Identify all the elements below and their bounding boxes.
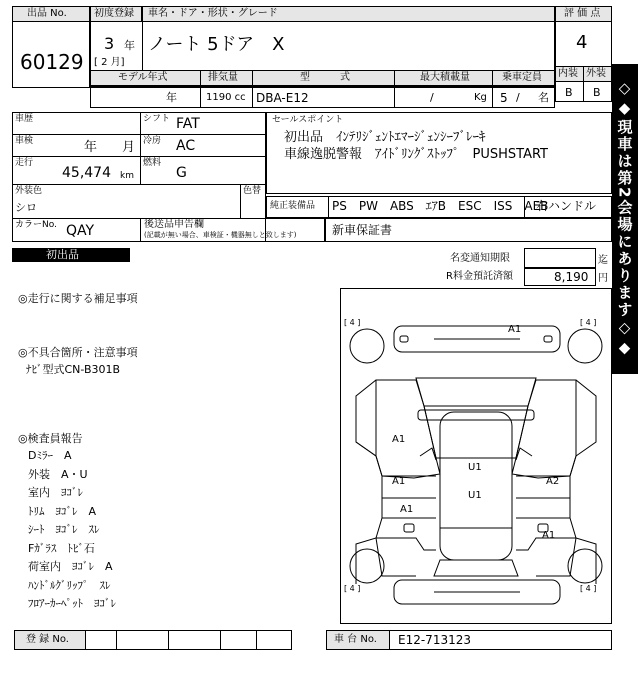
inspector-report-line: 荷室内 ﾖｺﾞﾚ A [28, 560, 113, 573]
ac-value: AC [176, 138, 196, 154]
max-load-label: 最大積載量 [420, 72, 470, 83]
first-reg-year: 3 [104, 34, 115, 53]
first-reg-month: [ 2 月] [94, 57, 125, 68]
recycle-value: 8,190 [554, 270, 589, 284]
mark-left-front-fender: A1 [392, 434, 406, 445]
capacity-value: 5 [500, 91, 508, 105]
inspector-title: ◎検査員報告 [18, 432, 83, 445]
mark-left-rear-door: A1 [400, 504, 414, 515]
mark-roof-rear: U1 [468, 490, 482, 501]
warranty: 新車保証書 [332, 223, 393, 237]
shift-label: シフト [143, 114, 171, 124]
inspector-report-line: ﾊﾝﾄﾞﾙｸﾞﾘｯﾌﾟ ｽﾚ [28, 578, 111, 592]
ac-label: 冷房 [143, 136, 162, 146]
inspector-report-line: ﾌﾛｱｰｶｰﾍﾟｯﾄ ﾖｺﾞﾚ [28, 597, 116, 610]
inspection-label: 車検 [15, 136, 34, 146]
steering-side: 右ハンドル [536, 199, 597, 213]
shift-value: FAT [176, 116, 200, 132]
name-change-box [524, 248, 596, 268]
exterior-label: 外装 [586, 68, 606, 79]
sales-points-line1: 初出品 ｲﾝﾃﾘｼﾞｪﾝﾄｴﾏｰｼﾞｪﾝｼｰﾌﾞﾚｰｷ [284, 130, 486, 145]
displacement-value: 1190 cc [206, 92, 246, 103]
score-label: 評 価 点 [564, 8, 601, 19]
fuel-value: G [176, 165, 187, 181]
max-load-unit: Kg [474, 92, 487, 103]
tire-tread-br: [ 4 ] [580, 584, 597, 593]
capacity-unit: 名 [538, 91, 549, 104]
score-value: 4 [576, 32, 588, 53]
inspector-report-line: 外装 A・U [28, 467, 88, 481]
lot-no-label: 出品 No. [27, 8, 67, 19]
inspector-report-line: ｼｰﾄ ﾖｺﾞﾚ ｽﾚ [28, 523, 100, 536]
capacity-label: 乗車定員 [502, 72, 542, 83]
post-doc-note: (記載が無い場合、車検証・機器無しと致します) [144, 231, 297, 239]
mileage-value: 45,474 [62, 165, 111, 181]
model-year-unit: 年 [166, 91, 177, 104]
first-listing-badge-text: 初出品 [46, 248, 79, 261]
inspector-report-line: ﾄﾘﾑ ﾖｺﾞﾚ A [28, 504, 97, 518]
mark-roof-front: U1 [468, 462, 482, 473]
fuel-label: 燃料 [143, 158, 162, 168]
sales-points-label: セールスポイント [272, 115, 344, 125]
interior-grade: B [565, 86, 573, 99]
recycle-label: R料金預託済額 [446, 271, 513, 282]
sales-points-line2: 車線逸脱警報 ｱｲﾄﾞﾘﾝｸﾞｽﾄｯﾌﾟ PUSHSTART [284, 147, 548, 162]
model-year-label: モデル年式 [118, 72, 168, 83]
defects-title: ◎不具合箇所・注意事項 [18, 346, 138, 359]
car-name: ノート 5ドア X [148, 34, 285, 55]
equipment-items: PS PW ABS ｴｱB ESC ISS AEB [332, 199, 549, 213]
exterior-grade: B [593, 86, 601, 99]
post-doc-label: 後送品申告欄 [144, 219, 204, 230]
tire-tread-bl: [ 4 ] [344, 584, 361, 593]
recycle-unit: 円 [598, 273, 608, 284]
inspection-month: 月 [122, 140, 136, 155]
color-change-label: 色替 [243, 186, 262, 196]
car-condition-diagram [340, 288, 612, 624]
inspector-report-line: Dﾐﾗｰ A [28, 449, 72, 462]
interior-label: 内装 [558, 68, 578, 79]
chassis-label: 車 台 No. [334, 634, 377, 645]
capacity-sep: / [516, 91, 520, 104]
chassis-value: E12-713123 [398, 633, 471, 647]
type-label: 型 式 [300, 72, 350, 83]
venue-notice-banner: ◇◆現車は第2会場にあります◇◆ [612, 64, 638, 374]
color-label: 外装色 [15, 186, 43, 196]
defects-line: ﾅﾋﾞ型式CN-B301B [26, 363, 121, 376]
color-no-label: カラーNo. [15, 220, 57, 230]
first-reg-year-unit: 年 [124, 39, 135, 52]
inspection-year: 年 [84, 140, 98, 155]
name-change-unit: 迄 [598, 255, 608, 266]
inspector-report-line: 室内 ﾖｺﾞﾚ [28, 486, 83, 499]
first-reg-label: 初度登録 [94, 8, 134, 19]
mark-right-quarter: A1 [542, 530, 556, 541]
tire-tread-tr: [ 4 ] [580, 318, 597, 327]
mark-front-bumper: A1 [508, 324, 522, 335]
car-name-label: 車名・ドア・形状・グレード [148, 8, 278, 19]
lot-no-value: 60129 [20, 50, 84, 74]
color-value: シロ [15, 201, 37, 214]
mileage-unit: km [120, 171, 134, 181]
inspector-report-line: Fｶﾞﾗｽ ﾄﾋﾞ石 [28, 541, 95, 555]
reg-no-label: 登 録 No. [26, 634, 69, 645]
name-change-label: 名変通知期限 [450, 253, 510, 264]
mark-right-rear-door: A2 [546, 476, 560, 487]
displacement-label: 排気量 [208, 72, 238, 83]
mileage-label: 走行 [15, 158, 34, 168]
color-no-value: QAY [66, 223, 95, 239]
history-label: 車歴 [15, 114, 34, 124]
type-value: DBA-E12 [256, 91, 309, 105]
max-load-value: / [430, 91, 434, 104]
tire-tread-tl: [ 4 ] [344, 318, 361, 327]
driving-notes-title: ◎走行に関する補足事項 [18, 292, 138, 305]
equipment-label: 純正装備品 [270, 201, 316, 211]
mark-left-front-door: A1 [392, 476, 406, 487]
